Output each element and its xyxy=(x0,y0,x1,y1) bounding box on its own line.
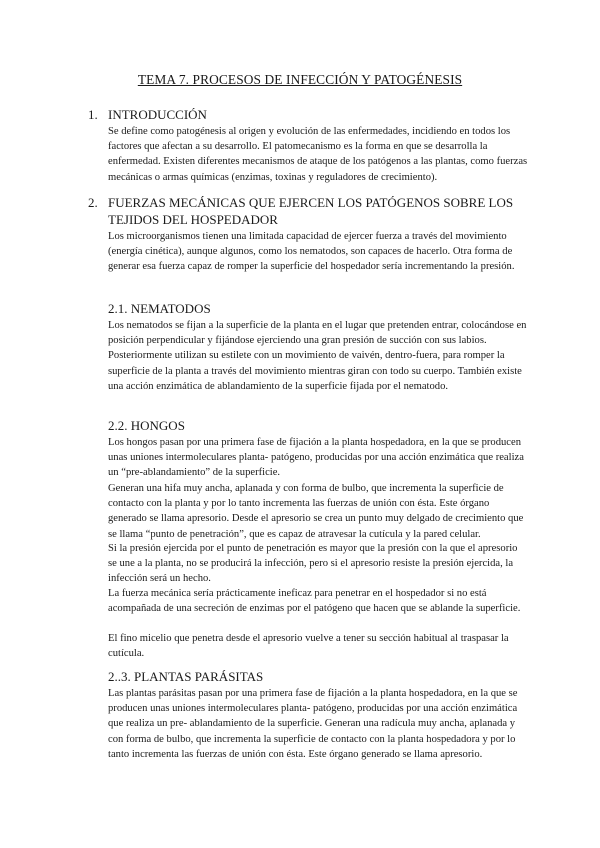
paragraph-plantas-parasitas: Las plantas parásitas pasan por una primera fase de fijación a la planta hospedadora, en la que se producen unas uniones intermoleculares planta- patógeno, producidas por una acción enzimática que realiza un pre- ablandamiento de la superficie. Generan una radícula muy ancha, aplanada y con forma de bulbo, que incrementa la superficie de contacto con la planta hospedadora y por lo tanto incrementa las fuerzas de unión con ésta. Este órgano generado se llama apresorio. xyxy=(108,688,518,760)
subsection-heading-plantas-parasitas: 2..3. PLANTAS PARÁSITAS xyxy=(108,669,264,684)
paragraph-fuerzas-mecanicas: Los microorganismos tienen una limitada capacidad de ejercer fuerza a través del movimiento (energía cinética), aunque algunos, como los nematodos, son capaces de hacerlo. Otra forma de generar esa fuerza capaz de romper la superficie del hospedador sería incrementando la presión. xyxy=(108,231,515,273)
paragraph-hongos-3: Si la presión ejercida por el punto de penetración es mayor que la presión con la que el apresorio se une a la planta, no se producirá la infección, pero si el apresorio resiste la presión ejercida, la infección será un hecho. xyxy=(108,543,518,585)
paragraph-hongos-1: Los hongos pasan por una primera fase de fijación a la planta hospedadora, en la que se producen unas uniones intermoleculares planta- patógeno, producidas por una acción enzimática que realiza un “pre-ablandamiento” de la superficie. xyxy=(108,437,524,479)
section-title: FUERZAS MECÁNICAS QUE EJERCEN LOS PATÓGENOS SOBRE LOS TEJIDOS DEL HOSPEDADOR xyxy=(108,195,514,227)
section-number: 1. xyxy=(88,107,98,122)
paragraph-hongos-2: Generan una hifa muy ancha, aplanada y con forma de bulbo, que incrementa la superficie de contacto con la planta y por lo tanto incrementa las fuerzas de unión con ésta. Este órgano generado se llama apresorio. Desde el apresorio se crea un punto muy delgado de crecimiento que se llama “punto de penetración”, que es capaz de atravesar la cutícula y la pared celular. xyxy=(108,483,524,540)
paragraph-introduccion: Se define como patogénesis al origen y evolución de las enfermedades, incidiendo en todos los factores que afectan a su desarrollo. El patomecanismo es la forma en que se desarrolla la enfermedad. Existen diferentes mecanismos de ataque de los patógenos a las plantas, como fuerzas mecánicas o armas químicas (enzimas, toxinas y reguladores de crecimiento). xyxy=(108,126,528,183)
page-title: TEMA 7. PROCESOS DE INFECCIÓN Y PATOGÉNESIS xyxy=(137,72,463,87)
section-title: INTRODUCCIÓN xyxy=(108,107,207,122)
paragraph-nematodos: Los nematodos se fijan a la superficie de la planta en el lugar que pretenden entrar, colocándose en posición perpendicular y fijándose ejerciendo una gran presión de succión con sus labios. Posteriormente utilizan su estilete con un movimiento de vaivén, dentro-fuera, para romper la superficie de la planta a través del movimiento mientras giran con todo su cuerpo. También existe una acción enzimática de ablandamiento de la superficie fijada por el nematodo. xyxy=(108,320,527,392)
section-number: 2. xyxy=(88,195,98,210)
paragraph-hongos-5: El fino micelio que penetra desde el apresorio vuelve a tener su sección habitual al traspasar la cutícula. xyxy=(108,633,509,660)
subsection-heading-hongos: 2.2. HONGOS xyxy=(108,418,185,433)
subsection-heading-nematodos: 2.1. NEMATODOS xyxy=(108,301,211,316)
paragraph-hongos-4: La fuerza mecánica sería prácticamente ineficaz para penetrar en el hospedador si no está acompañada de una secreción de enzimas por el patógeno que hacen que se ablande la superficie. xyxy=(108,588,521,615)
